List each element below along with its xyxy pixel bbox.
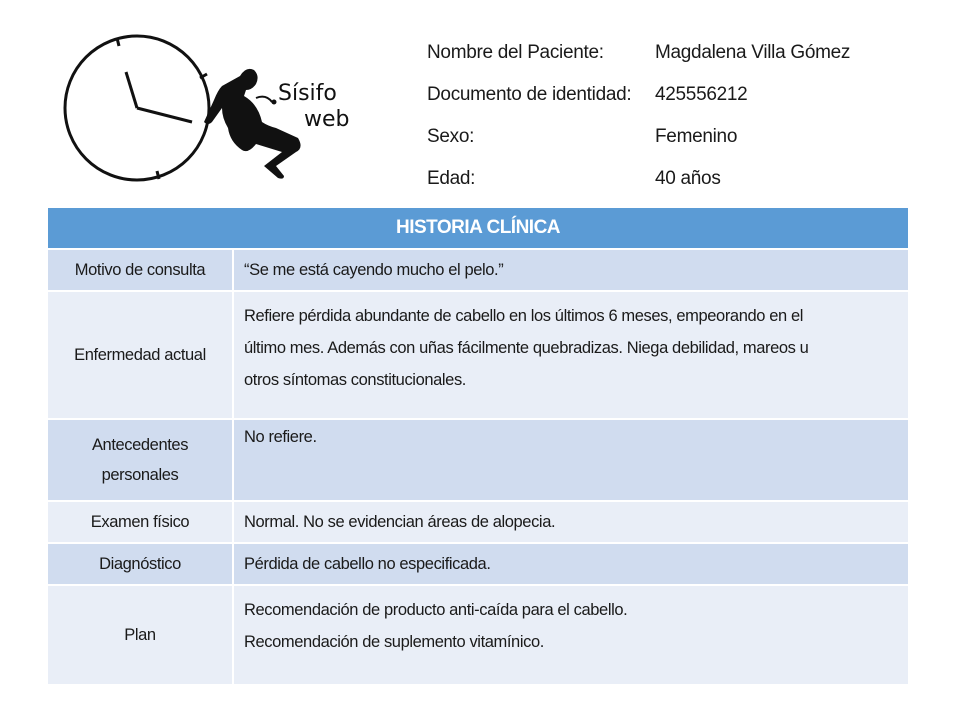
logo-text-sisifo: Sísifo bbox=[278, 81, 337, 106]
table-row-examen bbox=[47, 501, 909, 543]
row-label-examen: Examen físico bbox=[47, 501, 233, 543]
patient-sex-value: Femenino bbox=[655, 126, 738, 147]
table-row-motivo bbox=[47, 249, 909, 291]
antecedentes-label-line-1: Antecedentes bbox=[91, 436, 189, 454]
enfermedad-line-1: Refiere pérdida abundante de cabello en los últimos 6 meses, empeorando en el bbox=[244, 307, 803, 325]
antecedentes-label-line-2: personales bbox=[101, 466, 179, 484]
patient-id-label: Documento de identidad: bbox=[427, 84, 632, 105]
row-value-examen: Normal. No se evidencian áreas de alopecia. bbox=[233, 501, 909, 543]
patient-age-label: Edad: bbox=[427, 168, 476, 189]
row-value-antecedentes: No refiere. bbox=[233, 419, 909, 501]
logo-text-web: web bbox=[304, 107, 350, 132]
table-row-enfermedad bbox=[47, 291, 909, 419]
sisifo-web-logo bbox=[60, 28, 360, 188]
patient-info bbox=[427, 32, 850, 200]
row-label-motivo: Motivo de consulta bbox=[47, 249, 233, 291]
enfermedad-line-2: último mes. Además con uñas fácilmente quebradizas. Niega debilidad, mareos u bbox=[244, 339, 809, 357]
plan-line-2: Recomendación de suplemento vitamínico. bbox=[244, 633, 544, 651]
patient-sex-row bbox=[427, 116, 850, 158]
patient-id-row bbox=[427, 74, 850, 116]
row-value-diagnostico: Pérdida de cabello no especificada. bbox=[233, 543, 909, 585]
row-label-enfermedad: Enfermedad actual bbox=[47, 291, 233, 419]
enfermedad-line-3: otros síntomas constitucionales. bbox=[244, 371, 466, 389]
patient-name-label: Nombre del Paciente: bbox=[427, 42, 604, 63]
patient-id-value: 425556212 bbox=[655, 84, 748, 105]
patient-name-value: Magdalena Villa Gómez bbox=[655, 42, 851, 63]
patient-sex-label: Sexo: bbox=[427, 126, 475, 147]
row-label-diagnostico: Diagnóstico bbox=[47, 543, 233, 585]
clock-figure-icon bbox=[60, 28, 360, 188]
clinical-history-title: HISTORIA CLÍNICA bbox=[47, 207, 909, 249]
row-value-motivo: “Se me está cayendo mucho el pelo.” bbox=[233, 249, 909, 291]
row-value-enfermedad bbox=[233, 291, 909, 419]
table-row-antecedentes bbox=[47, 419, 909, 501]
table-row-diagnostico bbox=[47, 543, 909, 585]
clinical-history-table bbox=[46, 206, 910, 686]
table-row-plan bbox=[47, 585, 909, 685]
patient-name-row bbox=[427, 32, 850, 74]
row-label-antecedentes bbox=[47, 419, 233, 501]
row-value-plan bbox=[233, 585, 909, 685]
patient-age-row bbox=[427, 158, 850, 200]
plan-line-1: Recomendación de producto anti-caída para el cabello. bbox=[244, 601, 628, 619]
row-label-plan: Plan bbox=[47, 585, 233, 685]
patient-age-value: 40 años bbox=[655, 168, 721, 189]
